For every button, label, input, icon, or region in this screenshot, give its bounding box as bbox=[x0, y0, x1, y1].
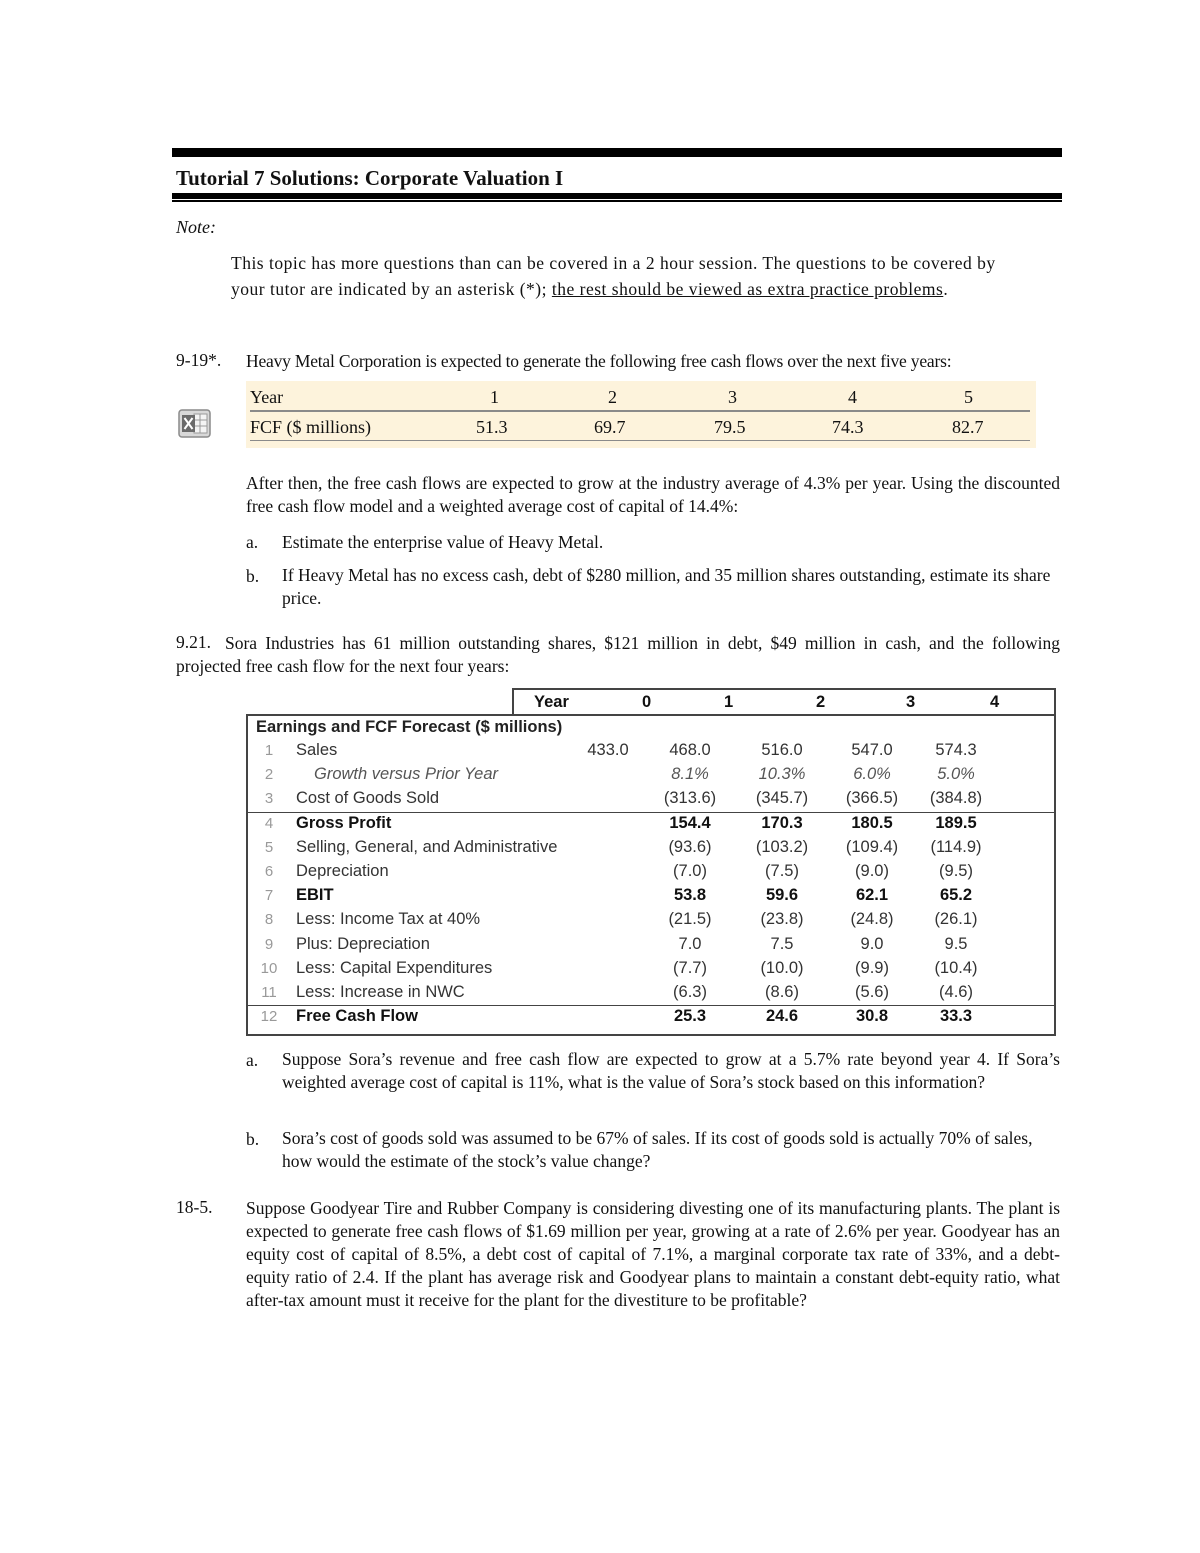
question-9-19-part-b-text: If Heavy Metal has no excess cash, debt of $280 million, and 35 million shares outstanding, estimate its share price. bbox=[282, 565, 1051, 608]
row-value: 574.3 bbox=[935, 741, 977, 759]
fcf-table-header-row bbox=[250, 383, 1030, 413]
table-row bbox=[248, 813, 1054, 837]
table-row bbox=[248, 740, 1054, 764]
fcf-table bbox=[246, 381, 1036, 448]
row-value: (9.9) bbox=[855, 958, 889, 977]
row-value: (109.4) bbox=[845, 837, 899, 856]
fcf-year-4: 4 bbox=[848, 387, 857, 407]
question-9-19-after: After then, the free cash flows are expected to grow at the industry average of 4.3% per year. Using the discounted free cash flow model and a weighted average cost of capital of 14.4%: bbox=[246, 473, 1060, 516]
row-number: 7 bbox=[264, 887, 274, 905]
question-9-21-part-b-text: Sora’s cost of goods sold was assumed to be 67% of sales. If its cost of goods sold is actually 70% of sales, how would the estimate of the stock’s value change? bbox=[282, 1128, 1033, 1171]
row-value: 30.8 bbox=[855, 1007, 889, 1026]
row-value: (345.7) bbox=[755, 789, 809, 808]
row-value: 10.3% bbox=[758, 765, 806, 784]
fcf-year-5: 5 bbox=[964, 387, 973, 407]
fcf-year-2: 2 bbox=[608, 387, 617, 407]
row-value: 24.6 bbox=[765, 1007, 799, 1026]
row-label: Depreciation bbox=[296, 862, 389, 880]
table-row bbox=[248, 837, 1054, 861]
row-value: (9.0) bbox=[855, 862, 889, 880]
row-label: Less: Increase in NWC bbox=[296, 983, 465, 1001]
row-value: 62.1 bbox=[855, 886, 889, 905]
fcf-table-divider bbox=[250, 410, 1030, 412]
question-18-5-text: Suppose Goodyear Tire and Rubber Company is considering divesting one of its manufacturing plants. The plant is expected to generate free cash flows of $1.69 million per year, growing at a rate of 2.6% per year. Goodyear has an equity cost of capital of 8.5%, a debt cost of capital of 7.1%, a marginal corporate tax rate of 33%, and a debt-equity ratio of 2.4. If the plant has average risk and Goodyear plans to maintain a constant debt-equity ratio, what after-tax amount must it receive for the plant for the divestiture to be profitable? bbox=[246, 1198, 1060, 1310]
row-value: 25.3 bbox=[673, 1007, 707, 1026]
table-row bbox=[248, 958, 1054, 982]
row-value: 59.6 bbox=[765, 886, 799, 905]
page-title: Tutorial 7 Solutions: Corporate Valuation I bbox=[176, 166, 564, 190]
row-value: 9.5 bbox=[944, 934, 968, 953]
question-number-9-21: 9.21. bbox=[176, 632, 211, 652]
fcf-year-1: 1 bbox=[490, 387, 499, 407]
row-value: (114.9) bbox=[930, 837, 982, 856]
question-9-21-part-b-letter: b. bbox=[246, 1129, 260, 1149]
row-value: 433.0 bbox=[587, 741, 629, 759]
row-number: 6 bbox=[264, 863, 274, 880]
row-number: 5 bbox=[264, 838, 274, 856]
row-value: (21.5) bbox=[668, 910, 712, 929]
row-value: (7.5) bbox=[765, 862, 799, 880]
row-value: 53.8 bbox=[673, 886, 707, 905]
row-value: 170.3 bbox=[761, 813, 803, 832]
row-value: (4.6) bbox=[939, 983, 973, 1001]
row-label: Gross Profit bbox=[296, 813, 392, 832]
row-value: (6.3) bbox=[673, 983, 707, 1001]
row-label: Sales bbox=[296, 741, 338, 759]
row-value: (10.4) bbox=[934, 958, 978, 977]
question-number-9-19: 9-19*. bbox=[176, 350, 222, 370]
row-value: (10.0) bbox=[760, 958, 804, 977]
row-value: (7.7) bbox=[673, 958, 707, 977]
row-number: 1 bbox=[264, 742, 274, 759]
table-row bbox=[248, 861, 1054, 885]
row-label: Free Cash Flow bbox=[296, 1007, 418, 1026]
row-value: (5.6) bbox=[855, 983, 889, 1001]
row-value: 33.3 bbox=[939, 1007, 973, 1026]
fcf-value-2: 69.7 bbox=[594, 417, 626, 437]
header-rule-bottom bbox=[172, 193, 1062, 199]
row-label: Selling, General, and Administrative bbox=[296, 837, 558, 856]
row-value: 65.2 bbox=[939, 886, 973, 905]
row-value: 8.1% bbox=[671, 765, 709, 784]
question-number-18-5: 18-5. bbox=[176, 1197, 213, 1217]
note-label: Note: bbox=[176, 217, 216, 237]
excel-icon[interactable] bbox=[178, 409, 212, 439]
question-9-21-intro bbox=[176, 632, 1060, 678]
row-value: 7.5 bbox=[770, 934, 794, 953]
row-value: 189.5 bbox=[935, 813, 977, 832]
note-text bbox=[231, 251, 1031, 302]
row-label: Less: Income Tax at 40% bbox=[296, 910, 481, 929]
row-value: 5.0% bbox=[937, 765, 975, 784]
row-value: 154.4 bbox=[669, 813, 711, 832]
row-number: 3 bbox=[264, 790, 274, 808]
row-value: (93.6) bbox=[668, 837, 712, 856]
fcf-table-bottom-line bbox=[250, 440, 1030, 441]
row-value: (26.1) bbox=[934, 910, 978, 929]
sora-table-body bbox=[246, 714, 1056, 1036]
sora-year-1: 1 bbox=[724, 693, 734, 711]
row-value: (313.6) bbox=[663, 789, 717, 808]
question-9-21-intro-text: Sora Industries has 61 million outstanding shares, $121 million in debt, $49 million in cash, and the following projected free cash flow for the next four years: bbox=[176, 633, 1060, 676]
row-value: 468.0 bbox=[669, 741, 711, 759]
fcf-value-1: 51.3 bbox=[476, 417, 508, 437]
question-9-21-part-a-letter: a. bbox=[246, 1050, 259, 1070]
fcf-table-value-row bbox=[250, 413, 1030, 443]
fcf-row-label: FCF ($ millions) bbox=[250, 417, 372, 437]
sora-year-4: 4 bbox=[990, 693, 1000, 711]
row-number: 2 bbox=[264, 766, 274, 784]
row-number: 9 bbox=[264, 935, 274, 953]
sora-section-title: Earnings and FCF Forecast ($ millions) bbox=[256, 718, 563, 736]
row-number: 11 bbox=[261, 984, 277, 1001]
table-row bbox=[248, 909, 1054, 933]
header-rule-thin bbox=[172, 200, 1062, 202]
sora-table-year-header bbox=[512, 688, 1056, 716]
row-value: (366.5) bbox=[845, 789, 899, 808]
row-value: 7.0 bbox=[678, 934, 702, 953]
question-9-21-part-a-text: Suppose Sora’s revenue and free cash flow are expected to grow at a 5.7% rate beyond year 4. If Sora’s weighted average cost of capital is 11%, what is the value of Sora’s stock based on this information? bbox=[282, 1049, 1060, 1092]
row-value: (7.0) bbox=[673, 862, 707, 880]
row-value: (9.5) bbox=[939, 862, 973, 880]
row-value: (384.8) bbox=[929, 789, 983, 808]
row-value: 6.0% bbox=[853, 765, 891, 784]
sora-forecast-table bbox=[246, 688, 1054, 1034]
row-value: (24.8) bbox=[850, 910, 894, 929]
fcf-year-3: 3 bbox=[728, 387, 737, 407]
question-9-19-part-b-letter: b. bbox=[246, 566, 260, 586]
fcf-value-3: 79.5 bbox=[714, 417, 746, 437]
row-label: Cost of Goods Sold bbox=[296, 789, 440, 808]
row-number: 12 bbox=[260, 1008, 278, 1026]
row-value: 516.0 bbox=[761, 741, 803, 759]
row-value: (103.2) bbox=[755, 837, 809, 856]
table-row bbox=[248, 885, 1054, 909]
row-value: 547.0 bbox=[851, 741, 893, 759]
fcf-year-label: Year bbox=[250, 387, 284, 407]
note-text-plain: This topic has more questions than can be covered in a 2 hour session. The questions to be covered by your tutor are indicated by an asterisk (*); bbox=[231, 253, 996, 299]
sora-year-0: 0 bbox=[642, 693, 652, 711]
row-label: EBIT bbox=[296, 886, 334, 905]
question-9-19-part-a-letter: a. bbox=[246, 532, 259, 552]
table-row bbox=[248, 788, 1054, 812]
note-text-underlined: the rest should be viewed as extra practice problems bbox=[551, 278, 944, 299]
table-row bbox=[248, 934, 1054, 958]
row-value: 9.0 bbox=[860, 934, 884, 953]
sora-year-label: Year bbox=[534, 693, 569, 711]
fcf-value-5: 82.7 bbox=[952, 417, 984, 437]
row-value: 180.5 bbox=[851, 813, 893, 832]
table-row bbox=[248, 1006, 1054, 1030]
row-label: Less: Capital Expenditures bbox=[296, 958, 493, 977]
note-text-end: . bbox=[943, 278, 949, 299]
table-row bbox=[248, 982, 1054, 1006]
sora-year-3: 3 bbox=[906, 693, 916, 711]
row-number: 4 bbox=[264, 814, 274, 832]
fcf-value-4: 74.3 bbox=[832, 417, 864, 437]
question-9-19-intro: Heavy Metal Corporation is expected to generate the following free cash flows over the next five years: bbox=[246, 351, 952, 371]
table-row bbox=[248, 764, 1054, 788]
row-number: 8 bbox=[264, 911, 274, 929]
row-label: Growth versus Prior Year bbox=[314, 765, 499, 784]
row-label: Plus: Depreciation bbox=[296, 934, 430, 953]
sora-year-2: 2 bbox=[816, 693, 826, 711]
header-rule-top bbox=[172, 148, 1062, 157]
question-9-19-part-a-text: Estimate the enterprise value of Heavy Metal. bbox=[282, 532, 604, 552]
row-value: (23.8) bbox=[760, 910, 804, 929]
row-value: (8.6) bbox=[765, 983, 799, 1001]
row-number: 10 bbox=[260, 959, 278, 977]
